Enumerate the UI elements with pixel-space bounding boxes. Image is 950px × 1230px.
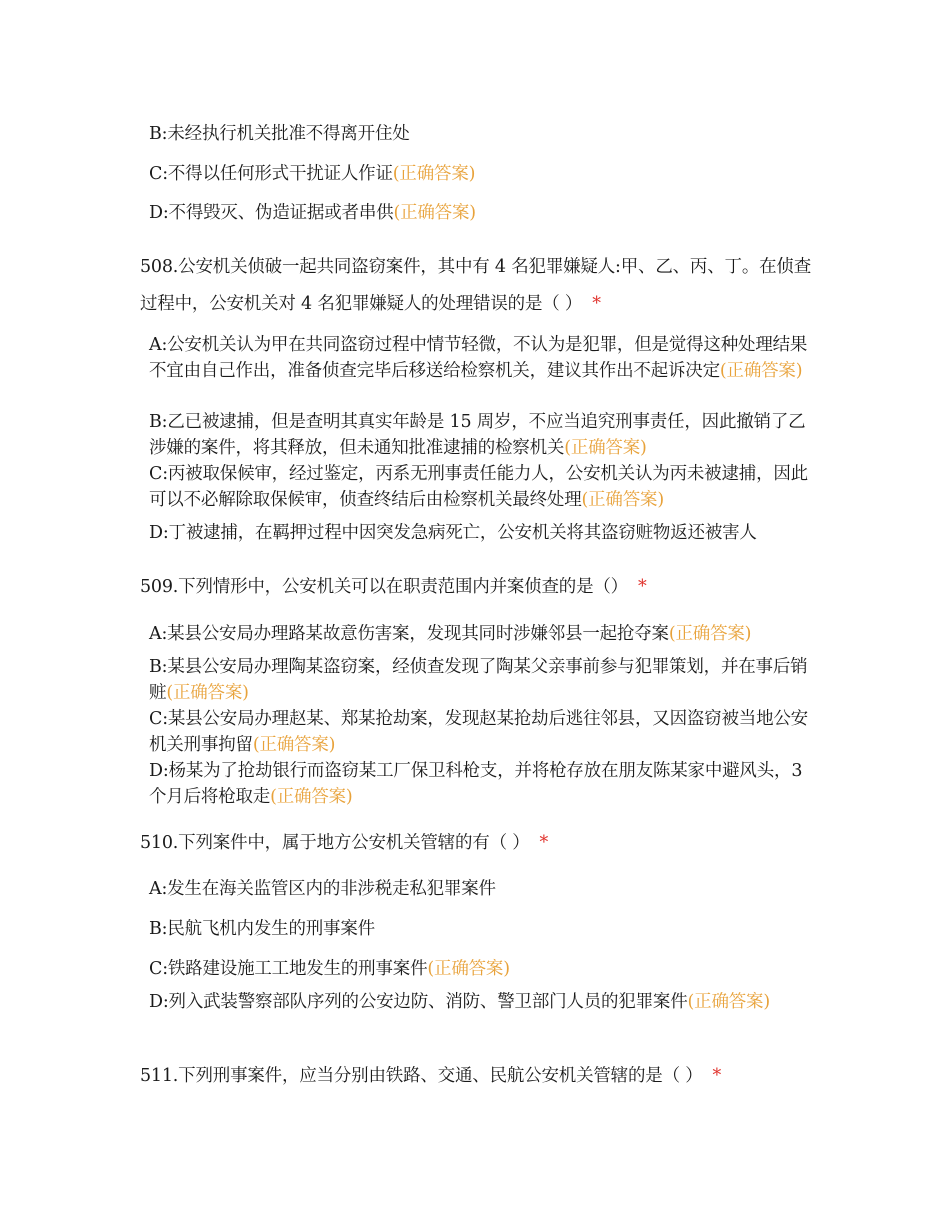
question-510: 510.下列案件中，属于地方公安机关管辖的有（ ） *: [140, 833, 549, 853]
correct-answer-tag: (正确答案): [687, 992, 770, 1012]
option-509-d: D:杨某为了抢劫银行而盗窃某工厂保卫科枪支，并将枪存放在朋友陈某家中避风头，3 个月后将枪取走(正确答案): [149, 761, 803, 807]
question-508: 508.公安机关侦破一起共同盗窃案件，其中有 4 名犯罪嫌疑人:甲、乙、丙、丁。在侦查过程中，公安机关对 4 名犯罪嫌疑人的处理错误的是（ ） *: [140, 257, 812, 314]
option-508-a: A:公安机关认为甲在共同盗窃过程中情节轻微，不认为是犯罪，但是觉得这种处理结果不宜由自己作出，准备侦查完毕后移送给检察机关，建议其作出不起诉决定(正确答案): [149, 335, 808, 381]
correct-answer-tag: (正确答案): [564, 438, 647, 458]
required-mark: *: [539, 833, 549, 853]
correct-answer-tag: (正确答案): [668, 624, 752, 644]
option-510-d: D:列入武装警察部队序列的公安边防、消防、警卫部门人员的犯罪案件(正确答案): [149, 992, 770, 1012]
option-507-c: C:不得以任何形式干扰证人作证(正确答案): [149, 164, 476, 184]
question-509: 509.下列情形中，公安机关可以在职责范围内并案侦查的是（） *: [140, 577, 647, 597]
option-509-a: A:某县公安局办理路某故意伤害案，发现其同时涉嫌邻县一起抢夺案(正确答案): [149, 624, 752, 644]
required-mark: *: [592, 294, 601, 314]
correct-answer-tag: (正确答案): [427, 959, 510, 979]
required-mark: *: [712, 1066, 722, 1086]
option-509-b: B:某县公安局办理陶某盗窃案，经侦查发现了陶某父亲事前参与犯罪策划，并在事后销赃(正确答案): [149, 657, 808, 703]
option-509-c: C:某县公安局办理赵某、郑某抢劫案，发现赵某抢劫后逃往邻县，又因盗窃被当地公安机关刑事拘留(正确答案): [149, 709, 808, 755]
correct-answer-tag: (正确答案): [166, 683, 249, 703]
correct-answer-tag: (正确答案): [252, 735, 336, 755]
correct-answer-tag: (正确答案): [392, 164, 476, 184]
option-508-d: D:丁被逮捕，在羁押过程中因突发急病死亡，公安机关将其盗窃赃物返还被害人: [149, 523, 757, 543]
question-511: 511.下列刑事案件，应当分别由铁路、交通、民航公安机关管辖的是（ ） *: [140, 1066, 722, 1086]
option-510-a: A:发生在海关监管区内的非涉税走私犯罪案件: [149, 879, 496, 899]
required-mark: *: [637, 577, 647, 597]
correct-answer-tag: (正确答案): [581, 490, 664, 510]
option-507-d: D:不得毁灭、伪造证据或者串供(正确答案): [149, 203, 476, 223]
option-508-b: B:乙已被逮捕，但是查明其真实年龄是 15 周岁，不应当追究刑事责任，因此撤销了乙涉嫌的案件，将其释放，但未通知批准逮捕的检察机关(正确答案): [149, 412, 806, 458]
option-507-b: B:未经执行机关批准不得离开住处: [149, 124, 410, 144]
option-508-c: C:丙被取保候审，经过鉴定，丙系无刑事责任能力人，公安机关认为丙未被逮捕，因此可以不必解除取保候审，侦查终结后由检察机关最终处理(正确答案): [149, 464, 808, 510]
correct-answer-tag: (正确答案): [270, 787, 353, 807]
option-510-b: B:民航飞机内发生的刑事案件: [149, 919, 375, 939]
option-510-c: C:铁路建设施工工地发生的刑事案件(正确答案): [149, 959, 510, 979]
correct-answer-tag: (正确答案): [719, 361, 803, 381]
correct-answer-tag: (正确答案): [393, 203, 476, 223]
